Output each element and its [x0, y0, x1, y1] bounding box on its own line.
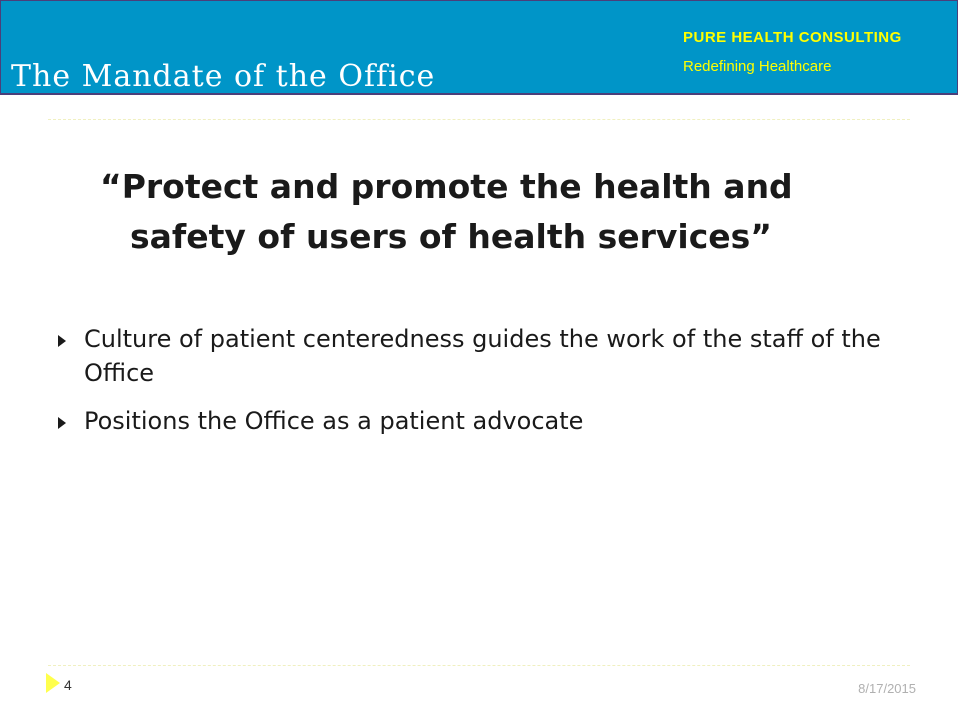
brand-name: PURE HEALTH CONSULTING: [683, 29, 902, 46]
triangle-bullet-icon: [58, 335, 66, 347]
bullet-text: Culture of patient centeredness guides the work of the staff of the Office: [84, 325, 881, 387]
footer-date: 8/17/2015: [858, 681, 916, 696]
footer-triangle-icon: [46, 673, 60, 693]
page-number: 4: [64, 677, 72, 693]
triangle-bullet-icon: [58, 417, 66, 429]
list-item: [56, 322, 886, 390]
mandate-quote: “Protect and promote the health and safety of users of health services”: [100, 167, 793, 256]
bullet-list: [56, 322, 886, 452]
slide-title: The Mandate of the Office: [11, 59, 436, 94]
header-bar: [0, 0, 958, 95]
brand-tagline: Redefining Healthcare: [683, 58, 832, 75]
bottom-divider: [48, 665, 910, 666]
list-item: [56, 404, 886, 438]
top-divider: [48, 119, 910, 120]
bullet-text: Positions the Office as a patient advocate: [84, 407, 584, 435]
